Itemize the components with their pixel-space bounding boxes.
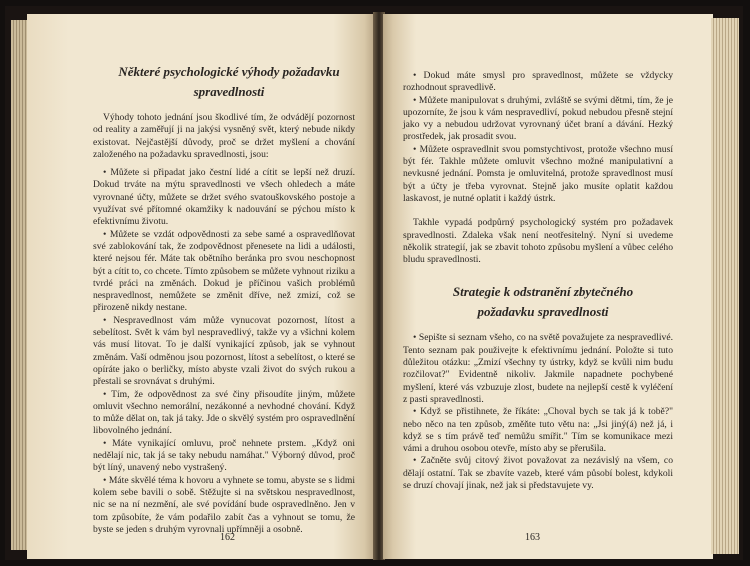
left-paragraph: Výhody tohoto jednání jsou škodlivé tím, že odvádějí pozornost od reality a zaměřují ji na jakýsi vysněný svět, který nebude nikdy existovat. Nejčastější důvody, proč se držet myšlení a chování založeného na požadavku spravedlnosti, jsou: [93, 112, 355, 160]
left-bullet: • Máte skvělé téma k hovoru a vyhnete se tomu, abyste se s lidmi kolem sebe bavili o sobě. Stěžujte si na světskou nespravedlnost, nic se na ní nezmění, ale své povídání bude ospravedlněno. Jen v tom způsobíte, že vám podařilo zabít čas a vyhnout se tomu, že byste se jeden s druhým vyrovnali upřímněji a osobně. [93, 474, 355, 535]
right-bullet: • Začněte svůj citový život považovat za nezávislý na všem, co dělají ostatní. Tak se zbavíte vazeb, které vám působí bolest, kdykoli se druzí chovají jinak, než jak si představujete vy. [403, 455, 673, 492]
right-bullet: • Sepište si seznam všeho, co na světě považujete za nespravedlivé. Tento seznam pak použivejte k efektivnímu jednání. Položte si tuto důležitou otázku: „Zmizí všechny ty ústrky, když se kvůli nim budu rozčilovat?" Evidentně nikoliv. Jakmile napadnete pochybené myšlení, které vás vzbuzuje zlost, budete na nejlepší cestě k vyléčení z pasti spravedlnosti. [403, 332, 673, 405]
right-bullet: • Dokud máte smysl pro spravedlnost, můžete se vždycky rozhodnout spravedlivě. [403, 70, 673, 94]
right-bullet: • Můžete ospravedlnit svou pomstychtivost, protože všechno musí být fér. Takhle můžete omluvit všechno možné manipulativní a nevkusné jednání. Pomsta je omluvitelná, protože spravedlnost musí být a účty je třeba vyrovnat. Stejně jako musíte oplatit každou laskavost, je nutné oplatit i každý ústrk. [403, 143, 673, 204]
left-bullet: • Máte vynikající omluvu, proč nehnete prstem. „Když oni nedělají nic, tak já se taky nebudu namáhat." Výborný důvod, proč být líný, unavený nebo vystrašený. [93, 437, 355, 474]
left-bullet: • Můžete se vzdát odpovědnosti za sebe samé a ospravedlňovat své zablokování tak, že zodpovědnost přenesete na lidi a události, které nejsou fér. Máte tak obětního beránka pro svou neschopnost být a cítit to, co chcete. Tímto způsobem se můžete vyhnout riziku a tvrdé práci na změnách. Dokud je příčinou vašich problémů nespravedlnost, nemůžete se změnit dříve, než zmizí, což se přirozeně nikdy nestane. [93, 228, 355, 314]
left-bullet: • Můžete si připadat jako čestní lidé a cítit se lepší než druzí. Dokud trváte na mýtu spravedlnosti ve všech ohledech a máte vyrovnané účty, můžete se držet svého svatouškovského postoje a využívat své přítomné okamžiky k nadouvání se pýchou místo k efektivnímu životu. [93, 167, 355, 228]
left-page [27, 14, 375, 559]
left-heading-line1: Některé psychologické výhody požadavku [118, 64, 340, 79]
right-page-number: 163 [525, 532, 540, 543]
left-bullet: • Tím, že odpovědnost za své činy přisoudíte jiným, můžete omluvit všechno nemorální, nezákonné a nevhodné chování. Když to může dělat on, tak já taky. Jde o skvělý systém pro ospravedlnění libovolného jednání. [93, 388, 355, 437]
left-bullet: • Nespravedlnost vám může vynucovat pozornost, lítost a sebelítost. Svět k vám byl nespravedlivý, takže vy a všichni kolem vás musí litovat. To je další vynikající způsob, jak se vyhnout změnám. Vaší odměnou jsou pozornost, lítost a sebelítost, o které se opíráte jako o berličky, místo abyste vzali život do svých rukou a přestali se srovnávat s druhými. [93, 314, 355, 388]
right-bullet: • Můžete manipulovat s druhými, zvláště se svými dětmi, tím, že je upozorníte, že jsou k vám nespravedliví, pokud nebudou přesně stejní jako vy a nebudou udržovat vyrovnaný účet braní a dávání. Hezký prostředek, jak prosadit svou. [403, 94, 673, 143]
right-paragraph: Takhle vypadá podpůrný psychologický systém pro požadavek spravedlnosti. Zdaleka však není neotřesitelný. Nyní si uvedeme několik strategií, jak se zbavit tohoto způsobu myšlení a vůbec celého bludu spravedlnosti. [403, 217, 673, 266]
left-page-text [93, 62, 355, 536]
right-page [383, 14, 713, 559]
right-heading-line1: Strategie k odstranění zbytečného [452, 284, 634, 300]
book-spread [5, 6, 743, 560]
left-heading-line2: spravedlnosti [193, 84, 265, 99]
right-page-edges [711, 18, 739, 554]
right-bullet: • Když se přistihnete, že říkáte: „Choval bych se tak já k tobě?" nebo něco na ten způsob, změňte tuto větu na: „Jsi jiný(á) než já, i když se s tím právě teď nemůžu smířit." Tím se komunikace mezi vámi a druhou osobou otevře, místo aby se přerušila. [403, 406, 673, 455]
left-page-edges [11, 20, 27, 550]
right-page-text [403, 70, 673, 492]
left-page-number: 162 [220, 532, 235, 543]
right-heading-line2: požadavku spravedlnosti [477, 304, 609, 320]
